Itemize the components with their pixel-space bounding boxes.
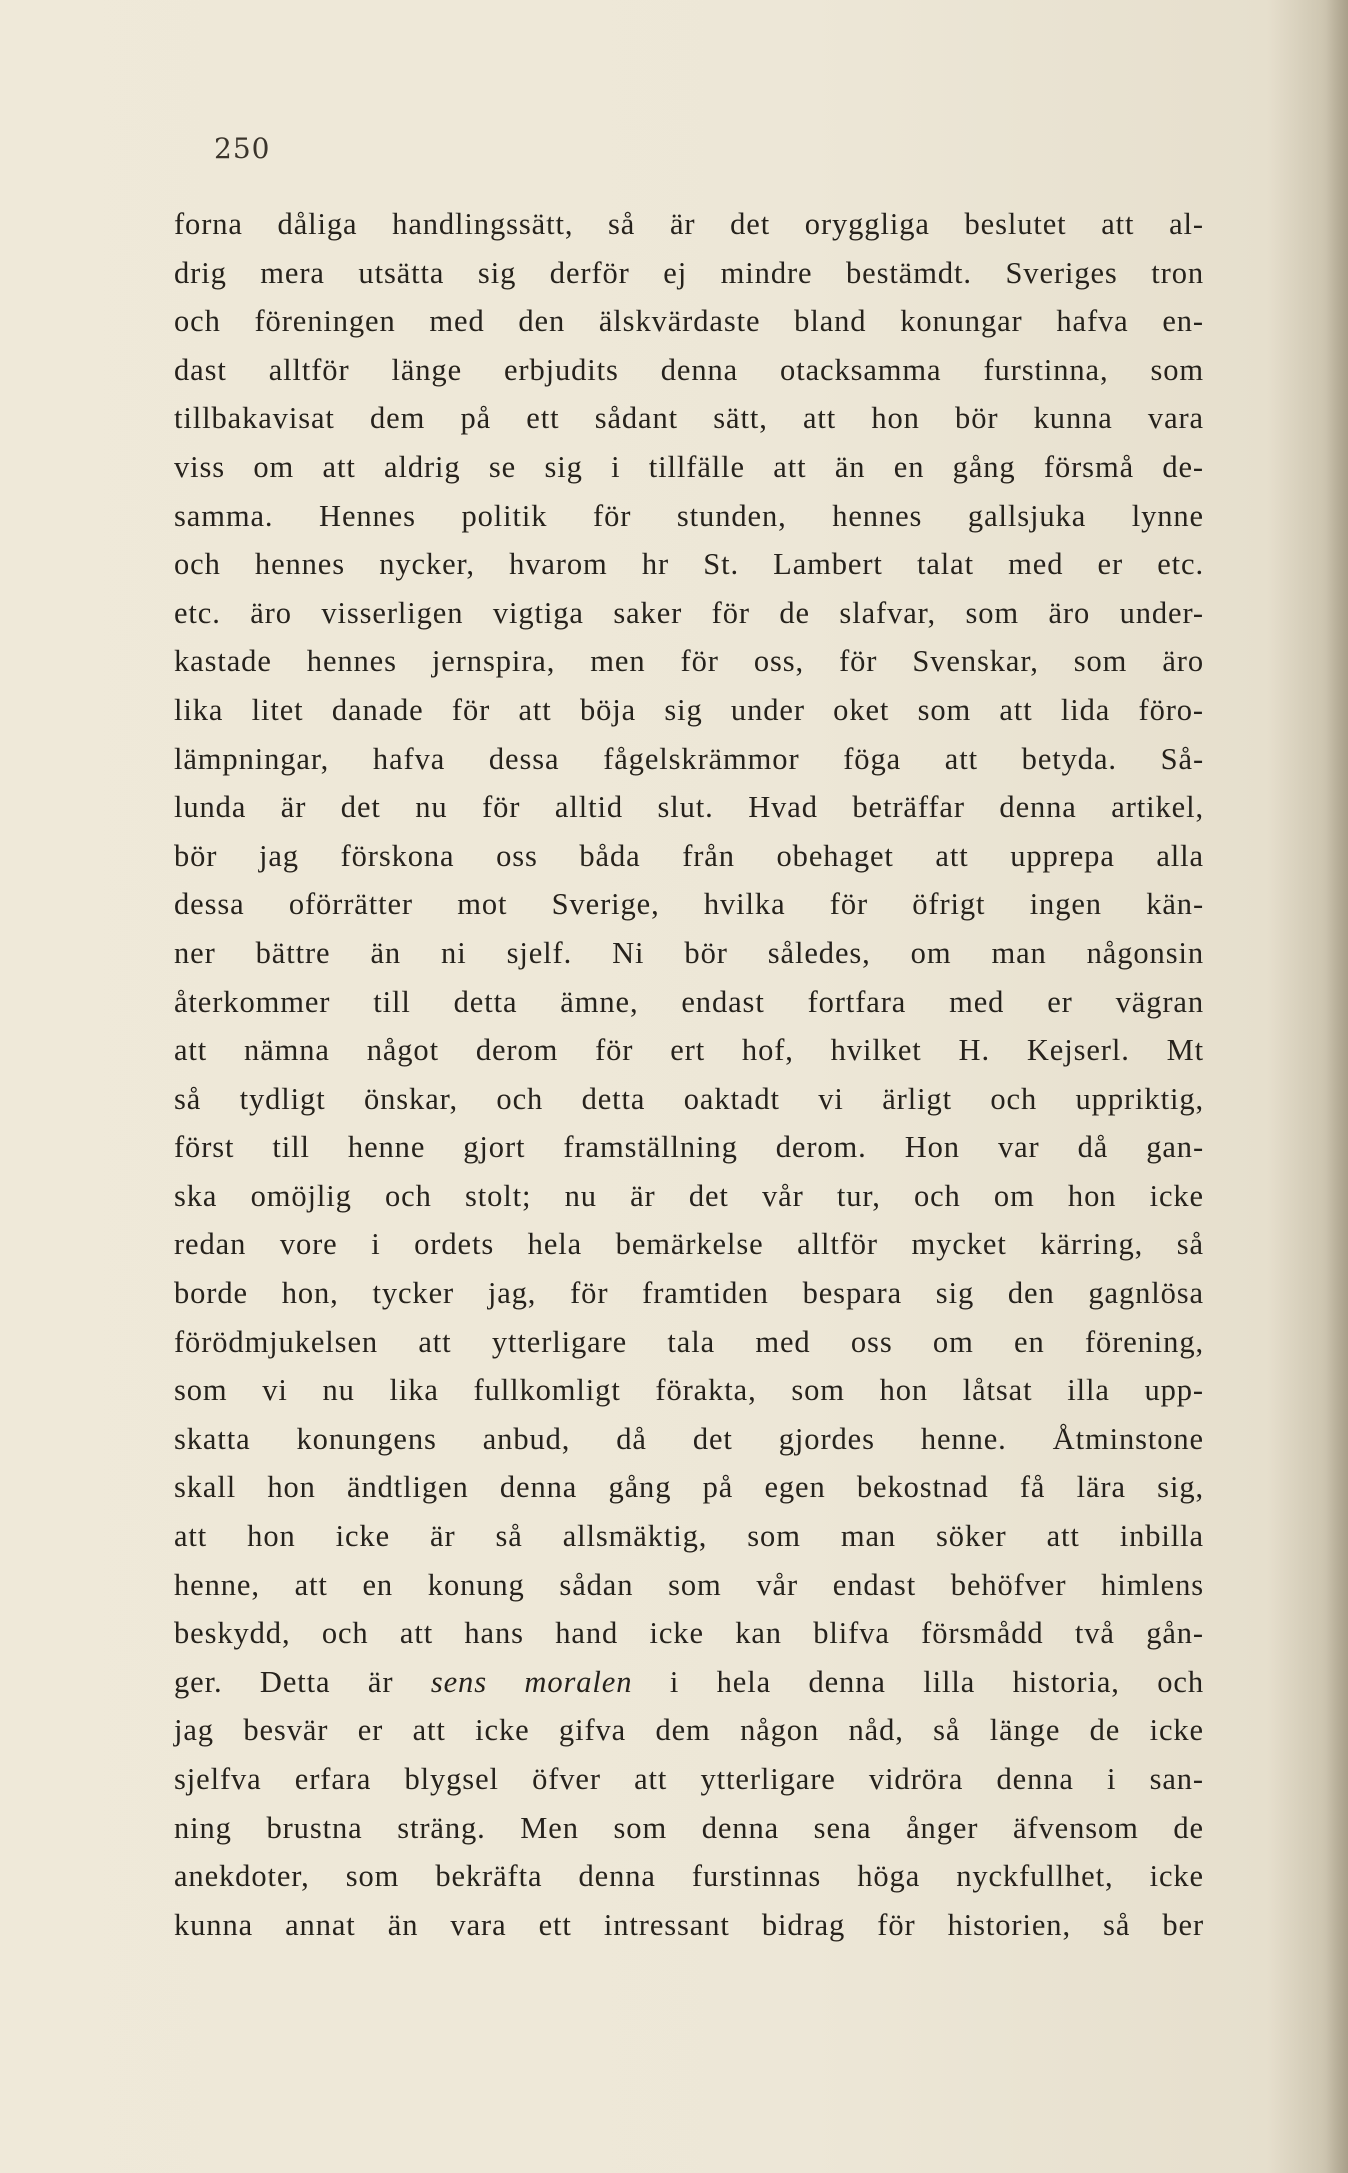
body-text <box>174 200 1204 1949</box>
text-line: bör jag förskona oss båda från obehaget att upprepa alla <box>174 838 1204 873</box>
text-line: forna dåliga handlingssätt, så är det oryggliga beslutet att al- <box>174 207 1204 241</box>
page-edge-shadow <box>1326 0 1348 2173</box>
text-line: lämpningar, hafva dessa fågelskrämmor föga att betyda. Så- <box>174 741 1204 776</box>
text-line: skatta konungens anbud, då det gjordes henne. Åtminstone <box>174 1421 1204 1456</box>
text-line: ska omöjlig och stolt; nu är det vår tur, och om hon icke <box>174 1178 1204 1213</box>
text-line: och hennes nycker, hvarom hr St. Lambert talat med er etc. <box>174 547 1204 582</box>
text-line: lunda är det nu för alltid slut. Hvad beträffar denna artikel, <box>174 790 1204 825</box>
text-line: etc. äro visserligen vigtiga saker för de slafvar, som äro under- <box>174 595 1204 630</box>
text-line: återkommer till detta ämne, endast fortfara med er vägran <box>174 984 1204 1019</box>
text-line: tillbakavisat dem på ett sådant sätt, att hon bör kunna vara <box>174 401 1204 436</box>
text-line: kastade hennes jernspira, men för oss, för Svenskar, som äro <box>174 644 1204 679</box>
text-line: skall hon ändtligen denna gång på egen bekostnad få lära sig, <box>174 1470 1204 1505</box>
line-segment: ger. Detta är <box>174 1664 394 1699</box>
text-line: som vi nu lika fullkomligt förakta, som hon låtsat illa upp- <box>174 1373 1204 1408</box>
page-number: 250 <box>214 132 271 165</box>
text-line: sjelfva erfara blygsel öfver att ytterligare vidröra denna i san- <box>174 1762 1204 1796</box>
line-segment: i hela denna lilla historia, och <box>669 1664 1204 1699</box>
text-line: lika litet danade för att böja sig under oket som att lida föro- <box>174 692 1204 727</box>
text-line: borde hon, tycker jag, för framtiden bespara sig den gagnlösa <box>174 1276 1204 1311</box>
text-line: drig mera utsätta sig derför ej mindre bestämdt. Sveriges tron <box>174 255 1204 290</box>
text-line: henne, att en konung sådan som vår endast behöfver himlens <box>174 1567 1204 1602</box>
emphasized-phrase: sens moralen <box>430 1664 633 1699</box>
text-line: först till henne gjort framställning derom. Hon var då gan- <box>174 1130 1204 1165</box>
text-line: att hon icke är så allsmäktig, som man söker att inbilla <box>174 1519 1204 1554</box>
text-line: samma. Hennes politik för stunden, hennes gallsjuka lynne <box>174 498 1204 533</box>
text-line: anekdoter, som bekräfta denna furstinnas höga nyckfullhet, icke <box>174 1859 1204 1894</box>
text-line-with-emphasis <box>174 1658 1204 1707</box>
text-line: ner bättre än ni sjelf. Ni bör således, om man någonsin <box>174 935 1204 970</box>
text-line: jag besvär er att icke gifva dem någon nåd, så länge de icke <box>174 1713 1204 1748</box>
text-line: så tydligt önskar, och detta oaktadt vi ärligt och uppriktig, <box>174 1081 1204 1116</box>
text-line: och föreningen med den älskvärdaste bland konungar hafva en- <box>174 304 1204 339</box>
text-line: redan vore i ordets hela bemärkelse alltför mycket kärring, så <box>174 1227 1204 1262</box>
text-line: viss om att aldrig se sig i tillfälle att än en gång försmå de- <box>174 449 1204 484</box>
text-line: kunna annat än vara ett intressant bidrag för historien, så ber <box>174 1907 1204 1942</box>
text-line: dast alltför länge erbjudits denna otacksamma furstinna, som <box>174 352 1204 387</box>
text-line: ning brustna sträng. Men som denna sena ånger äfvensom de <box>174 1810 1204 1845</box>
text-line: dessa oförrätter mot Sverige, hvilka för öfrigt ingen kän- <box>174 887 1204 922</box>
text-line: att nämna något derom för ert hof, hvilket H. Kejserl. Mt <box>174 1033 1204 1068</box>
text-line: beskydd, och att hans hand icke kan blifva försmådd två gån- <box>174 1616 1204 1651</box>
text-line: förödmjukelsen att ytterligare tala med oss om en förening, <box>174 1324 1204 1359</box>
